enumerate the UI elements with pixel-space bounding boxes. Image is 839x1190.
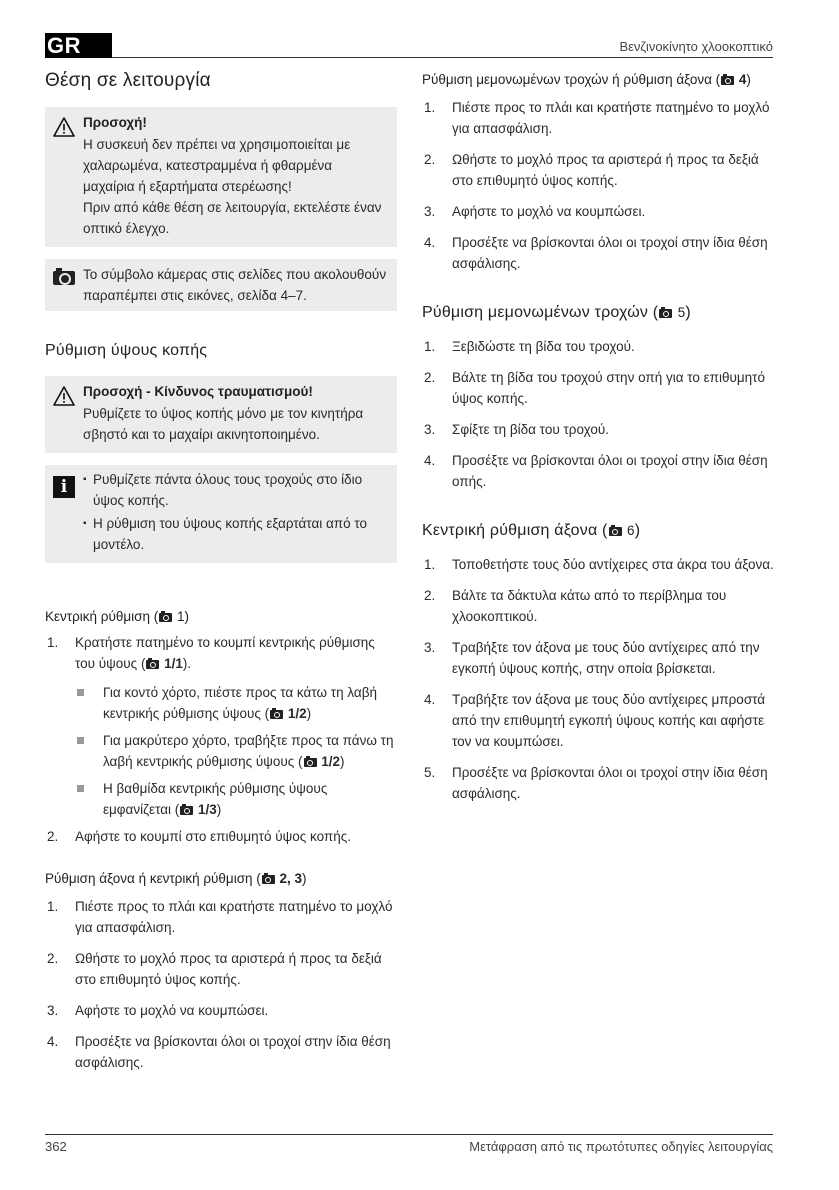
warning-triangle-icon (53, 386, 75, 406)
warning-title: Προσοχή! (83, 115, 147, 130)
list-item: Η βαθμίδα κεντρικής ρύθμισης ύψους εμφανίζεται ( 1/3) (75, 778, 397, 820)
central-steps (45, 632, 397, 847)
camera-icon (270, 710, 283, 719)
camera-note-box (45, 259, 397, 311)
warning-text: Η συσκευή δεν πρέπει να χρησιμοποιείται με χαλαρωμένα, κατεστραμμένα ή φθαρμένα μαχαίρια ή εξαρτήματα στερέωσης! (83, 137, 351, 194)
central-substeps (75, 682, 397, 820)
camera-icon (146, 660, 159, 669)
page-number: 362 (45, 1139, 67, 1154)
page-footer (45, 1134, 773, 1154)
warning-box (45, 107, 397, 247)
page-header (45, 33, 773, 58)
list-item: 4. Προσέξτε να βρίσκονται όλοι οι τροχοί στην ίδια θέση ασφάλισης. (47, 1034, 391, 1070)
camera-icon (304, 758, 317, 767)
list-item: 1. Πιέστε προς το πλάι και κρατήστε πατημένο το μοχλό για απασφάλιση. (47, 899, 393, 935)
subsection-title-single-axle: Ρύθμιση μεμονωμένων τροχών ή ρύθμιση άξονα ( 4) (422, 72, 751, 87)
list-item: Για μακρύτερο χόρτο, τραβήξτε προς τα πάνω τη λαβή κεντρικής ρύθμισης ύψους ( 1/2) (75, 730, 397, 772)
section-title-operation: Θέση σε λειτουργία (45, 70, 211, 91)
warning-text: Ρυθμίζετε το ύψος κοπής μόνο με τον κινητήρα σβηστό και το μαχαίρι ακινητοποιημένο. (83, 406, 364, 442)
warning-text: Πριν από κάθε θέση σε λειτουργία, εκτελέστε έναν οπτικό έλεγχο. (83, 200, 382, 236)
language-badge: GR (45, 33, 112, 58)
camera-icon (262, 875, 275, 884)
info-list (83, 469, 387, 555)
list-item: 2. Ωθήστε το μοχλό προς τα αριστερά ή προς τα δεξιά στο επιθυμητό ύψος κοπής. (47, 951, 382, 987)
injury-warning-box (45, 376, 397, 453)
subsection-title-central: Κεντρική ρύθμιση ( 1) (45, 609, 189, 624)
info-icon: i (53, 476, 75, 498)
list-item: 3. Τραβήξτε τον άξονα με τους δύο αντίχειρες από την εγκοπή ύψους κοπής, στην οποία βρίσκεται. (424, 640, 760, 676)
info-box (45, 465, 397, 563)
camera-icon (659, 309, 672, 318)
camera-icon (721, 76, 734, 85)
list-item: 1. Πιέστε προς το πλάι και κρατήστε πατημένο το μοχλό για απασφάλιση. (424, 100, 770, 136)
list-item: 5. Προσέξτε να βρίσκονται όλοι οι τροχοί στην ίδια θέση ασφάλισης. (424, 765, 768, 801)
list-item: 2. Βάλτε τη βίδα του τροχού στην οπή για το επιθυμητό ύψος κοπής. (424, 370, 766, 406)
section-title-cutting-height: Ρύθμιση ύψους κοπής (45, 342, 208, 359)
camera-icon (159, 613, 172, 622)
list-item: 1. Κρατήστε πατημένο το κουμπί κεντρικής ρύθμισης του ύψους ( 1/1). Για κοντό χόρτο, πιέστε προς τα κάτω τη λαβή κεντρικής ρύθμισης ύψους ( 1/2) Για μακρύτερο χόρτο, τραβήξτε προς τα πάνω τη λαβή κεντρικής ρύθμισης ύψους ( 1/2) Η βαθμίδα κεντρικής ρύθμισης ύψους εμφανίζεται ( 1/3) (45, 632, 397, 820)
camera-note-text: Το σύμβολο κάμερας στις σελίδες που ακολουθούν παραπέμπει στις εικόνες, σελίδα 4–7. (83, 267, 387, 303)
axle-central-steps (45, 896, 397, 1073)
single-wheels-steps (422, 336, 774, 492)
warning-title: Προσοχή - Κίνδυνος τραυματισμού! (83, 384, 313, 399)
list-item: 2. Ωθήστε το μοχλό προς τα αριστερά ή προς τα δεξιά στο επιθυμητό ύψος κοπής. (424, 152, 759, 188)
subsection-title-axle-central: Ρύθμιση άξονα ή κεντρική ρύθμιση ( 2, 3) (45, 871, 307, 886)
header-title: Βενζινοκίνητο χλοοκοπτικό (619, 39, 773, 54)
info-item: ▪ Ρυθμίζετε πάντα όλους τους τροχούς στο ίδιο ύψος κοπής. (83, 469, 387, 511)
camera-icon (53, 271, 75, 285)
list-item: 2. Αφήστε το κουμπί στο επιθυμητό ύψος κοπής. (47, 829, 352, 844)
list-item: 2. Βάλτε τα δάκτυλα κάτω από το περίβλημα του χλοοκοπτικού. (424, 588, 727, 624)
left-column (45, 64, 397, 1083)
central-axle-steps (422, 554, 774, 804)
list-item: 3. Αφήστε το μοχλό να κουμπώσει. (424, 204, 646, 219)
right-column (422, 64, 774, 814)
camera-icon (609, 527, 622, 536)
info-item: ▪ Η ρύθμιση του ύψους κοπής εξαρτάται από το μοντέλο. (83, 513, 387, 555)
list-item: 3. Σφίξτε τη βίδα του τροχού. (424, 422, 609, 437)
list-item: 4. Προσέξτε να βρίσκονται όλοι οι τροχοί στην ίδια θέση ασφάλισης. (424, 235, 768, 271)
list-item: 4. Προσέξτε να βρίσκονται όλοι οι τροχοί στην ίδια θέση οπής. (424, 453, 768, 489)
list-item: 1. Τοποθετήστε τους δύο αντίχειρες στα άκρα του άξονα. (424, 557, 774, 572)
list-item: Για κοντό χόρτο, πιέστε προς τα κάτω τη λαβή κεντρικής ρύθμισης ύψους ( 1/2) (75, 682, 397, 724)
section-title-central-axle: Κεντρική ρύθμιση άξονα ( 6) (422, 522, 641, 539)
camera-icon (180, 806, 193, 815)
section-title-single-wheels: Ρύθμιση μεμονωμένων τροχών ( 5) (422, 304, 691, 321)
footer-note: Μετάφραση από τις πρωτότυπες οδηγίες λειτουργίας (469, 1139, 773, 1154)
list-item: 4. Τραβήξτε τον άξονα με τους δύο αντίχειρες μπροστά από την επιθυμητή εγκοπή ύψους κοπής και αφήστε τον να κουμπώσει. (424, 692, 766, 749)
list-item: 1. Ξεβιδώστε τη βίδα του τροχού. (424, 339, 635, 354)
warning-triangle-icon (53, 117, 75, 137)
list-item: 3. Αφήστε το μοχλό να κουμπώσει. (47, 1003, 269, 1018)
single-axle-steps (422, 97, 774, 274)
